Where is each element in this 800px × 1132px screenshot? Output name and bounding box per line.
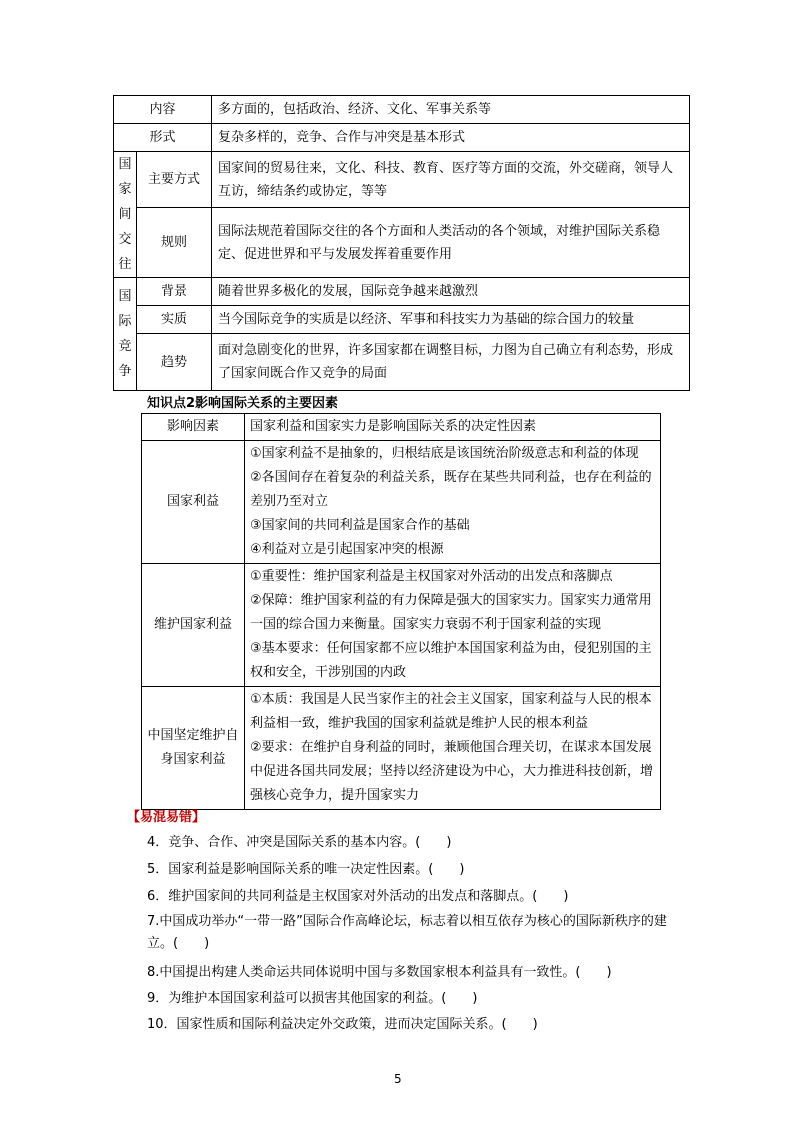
group-label-competition: 国际竞争 <box>114 278 137 391</box>
interest-line: ①国家利益不是抽象的，归根结底是该国统治阶级意志和利益的体现 <box>250 446 639 461</box>
row-text-maintain <box>245 564 661 687</box>
group-label-exchange: 国家间交往 <box>114 152 137 278</box>
row-label-china: 中国坚定维护自身国家利益 <box>142 687 245 810</box>
row-label-background: 背景 <box>137 278 212 306</box>
table-row <box>114 152 690 208</box>
maintain-line: ①重要性：维护国家利益是主权国家对外活动的出发点和落脚点 <box>250 569 613 584</box>
maintain-line: ②保障：维护国家利益的有力保障是强大的国家实力。国家实力通常用一国的综合国力来衡量。国家实力衰弱不利于国家利益的实现 <box>250 593 652 632</box>
interest-line: ③国家间的共同利益是国家合作的基础 <box>250 518 470 533</box>
row-label-interest: 国家利益 <box>142 441 245 564</box>
row-text-methods: 国家间的贸易往来，文化、科技、教育、医疗等方面的交流，外交磋商，领导人互访，缔结条约或协定，等等 <box>212 152 690 208</box>
interest-line: ②各国间存在着复杂的利益关系，既存在某些共同利益，也存在利益的差别乃至对立 <box>250 470 652 509</box>
page-number: 5 <box>394 1072 402 1086</box>
row-text-content: 多方面的，包括政治、经济、文化、军事关系等 <box>212 96 690 124</box>
row-text-essence: 当今国际竞争的实质是以经济、军事和科技实力为基础的综合国力的较量 <box>212 306 690 334</box>
question-item: 9．为维护本国国家利益可以损害其他国家的利益。( ) <box>147 991 478 1006</box>
table-row <box>142 441 661 564</box>
question-item: 8.中国提出构建人类命运共同体说明中国与多数国家根本利益具有一致性。( ) <box>147 965 612 980</box>
factors-table <box>141 413 661 810</box>
row-text-china <box>245 687 661 810</box>
table-row <box>114 334 690 391</box>
question-item: 7.中国成功举办“一带一路”国际合作高峰论坛，标志着以相互依存为核心的国际新秩序的建立。( ) <box>147 914 667 951</box>
row-label-rules: 规则 <box>137 208 212 278</box>
table-row <box>114 208 690 278</box>
row-label-factors: 影响因素 <box>142 414 245 441</box>
row-text-interest <box>245 441 661 564</box>
china-line: ①本质：我国是人民当家作主的社会主义国家，国家利益与人民的根本利益相一致，维护我国的国家利益就是维护人民的根本利益 <box>250 692 652 731</box>
table-row <box>114 96 690 124</box>
error-section-title: 【易混易错】 <box>127 810 206 825</box>
question-item: 10．国家性质和国际利益决定外交政策，进而决定国际关系。( ) <box>147 1017 538 1032</box>
table-row <box>142 414 661 441</box>
row-text-factors: 国家利益和国家实力是影响国际关系的决定性因素 <box>245 414 661 441</box>
knowledge-point-title: 知识点2影响国际关系的主要因素 <box>147 396 339 411</box>
table-row <box>114 278 690 306</box>
china-line: ②要求：在维护自身利益的同时，兼顾他国合理关切，在谋求本国发展中促进各国共同发展；坚持以经济建设为中心，大力推进科技创新，增强核心竞争力，提升国家实力 <box>250 740 654 803</box>
table-row <box>142 564 661 687</box>
row-label-trend: 趋势 <box>137 334 212 391</box>
international-relations-table <box>113 95 690 391</box>
row-label-content: 内容 <box>114 96 212 124</box>
row-text-background: 随着世界多极化的发展，国际竞争越来越激烈 <box>212 278 690 306</box>
question-item: 4．竞争、合作、冲突是国际关系的基本内容。( ) <box>147 835 452 850</box>
table-row <box>114 124 690 152</box>
question-item: 6．维护国家间的共同利益是主权国家对外活动的出发点和落脚点。( ) <box>147 889 569 904</box>
question-item: 5．国家利益是影响国际关系的唯一决定性因素。( ) <box>147 862 465 877</box>
row-text-rules: 国际法规范着国际交往的各个方面和人类活动的各个领域，对维护国际关系稳定、促进世界和平与发展发挥着重要作用 <box>212 208 690 278</box>
row-label-form: 形式 <box>114 124 212 152</box>
row-label-essence: 实质 <box>137 306 212 334</box>
table-row <box>142 687 661 810</box>
row-text-form: 复杂多样的，竞争、合作与冲突是基本形式 <box>212 124 690 152</box>
maintain-line: ③基本要求：任何国家都不应以维护本国国家利益为由，侵犯别国的主权和安全，干涉别国的内政 <box>250 641 652 680</box>
row-label-maintain: 维护国家利益 <box>142 564 245 687</box>
interest-line: ④利益对立是引起国家冲突的根源 <box>250 542 444 557</box>
row-label-methods: 主要方式 <box>137 152 212 208</box>
table-row <box>114 306 690 334</box>
row-text-trend: 面对急剧变化的世界，许多国家都在调整目标，力图为自己确立有利态势，形成了国家间既合作又竞争的局面 <box>212 334 690 391</box>
